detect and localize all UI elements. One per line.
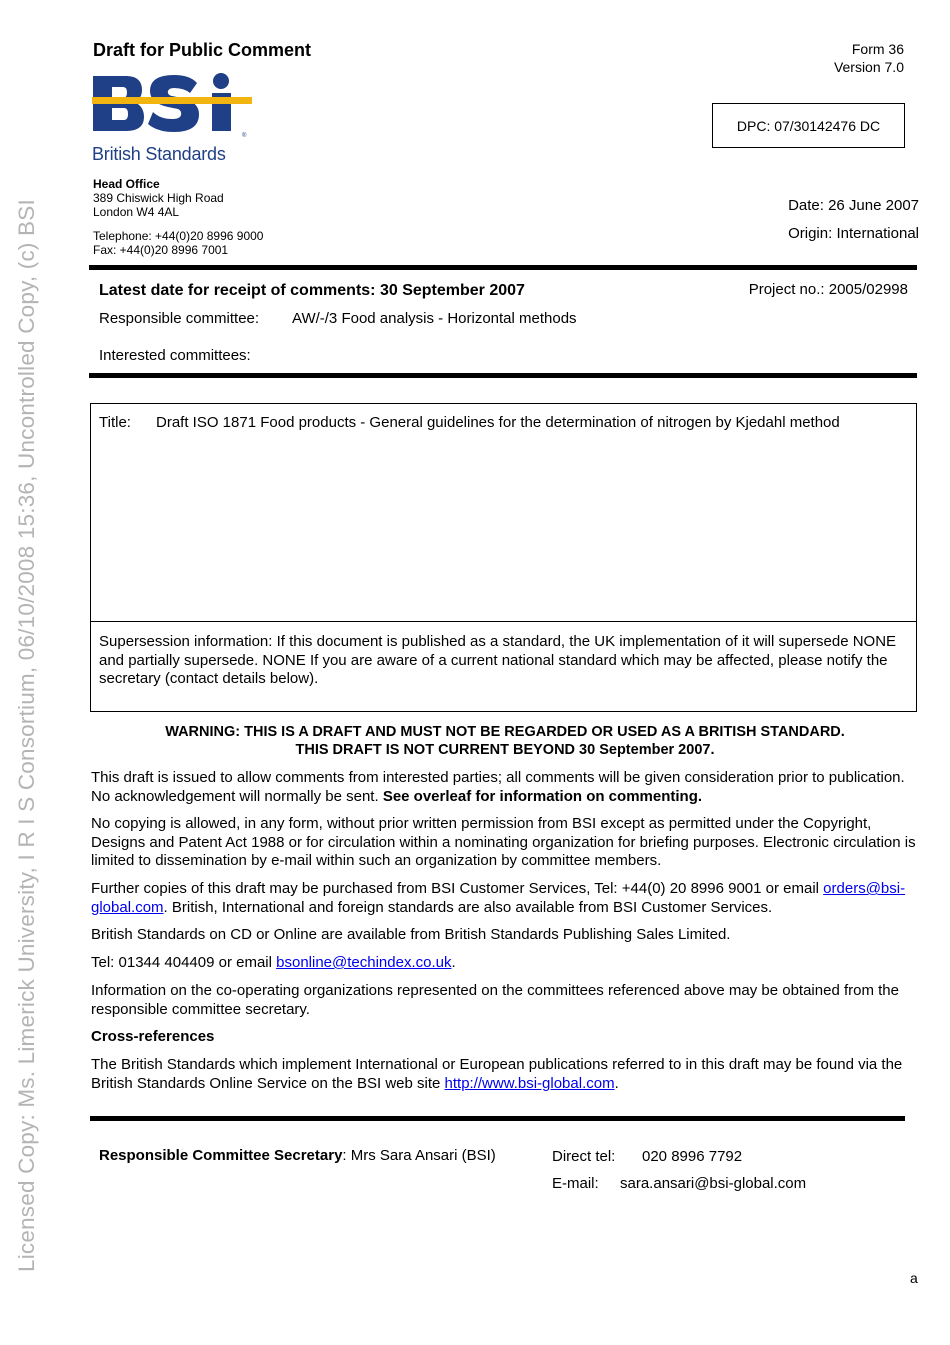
paragraph-further-copies-text: Further copies of this draft may be purchased from BSI Customer Services, Tel: +44(0) 20 8996 9001 or email (91, 880, 824, 897)
interested-committees-label: Interested committees: (99, 347, 251, 364)
supersession-info: Supersession information: If this document is published as a standard, the UK implementation of it will supersede NONE and partially supersede. NONE If you are aware of a current national standard which may be affected, please notify the secretary (contact details below). (99, 633, 897, 687)
responsible-committee-value: AW/-/3 Food analysis - Horizontal methods (292, 310, 577, 327)
divider-top (89, 265, 917, 270)
head-office-address (93, 177, 263, 257)
paragraph-tel (91, 954, 921, 973)
secretary-label: Responsible Committee Secretary (99, 1147, 343, 1164)
address-line-2: London W4 4AL (93, 205, 180, 219)
head-office-title: Head Office (93, 177, 160, 191)
secretary-email (552, 1175, 807, 1192)
bsi-website-link[interactable]: http://www.bsi-global.com (444, 1074, 615, 1092)
bsi-logo-letters (92, 73, 252, 139)
document-origin: Origin: International (788, 225, 919, 242)
responsible-committee-label: Responsible committee: (99, 310, 260, 327)
orders-email-link[interactable]: orders@bsi-global.com (91, 880, 906, 916)
draft-title: Draft for Public Comment (93, 40, 312, 60)
title-value: Draft ISO 1871 Food products - General guidelines for the determination of nitrogen by Kjedahl method (156, 414, 840, 431)
form-version: Version 7.0 (833, 59, 904, 75)
paragraph-cross-references-end: . (614, 1074, 619, 1092)
paragraph-cd-online: British Standards on CD or Online are available from British Standards Publishing Sales Limited. (91, 926, 731, 943)
paragraph-cooperating: Information on the co-operating organizations represented on the committees referenced above may be obtained from the responsible committee secretary. (91, 982, 899, 1018)
form-info (834, 40, 904, 76)
dpc-reference-box (712, 103, 905, 148)
paragraph-tel-text: Tel: 01344 404409 or email (91, 954, 277, 971)
logo-text: British Standards (92, 144, 226, 164)
warning-line-2: THIS DRAFT IS NOT CURRENT BEYOND 30 September 2007. (295, 742, 715, 758)
licensed-copy-watermark (0, 0, 39, 1345)
paragraph-cross-references-text: The British Standards which implement International or European publications referred to in this draft may be found via the British Standards Online Service on the BSI web site (91, 1056, 903, 1092)
svg-text:®: ® (242, 133, 247, 139)
paragraph-copyright: No copying is allowed, in any form, without prior written permission from BSI except as permitted under the Copyright, Designs and Patent Act 1988 or for circulation within a nominating organization for briefing purposes. Electronic circulation is limited to dissemination by e-mail within such an organization by committee members. (91, 815, 916, 869)
page-letter: a (910, 1270, 918, 1286)
date-origin (788, 192, 919, 248)
email-label: E-mail: (552, 1175, 599, 1192)
title-box-separator (90, 621, 917, 622)
paragraph-comments (91, 769, 921, 806)
document-date: Date: 26 June 2007 (788, 197, 919, 214)
see-overleaf-note: See overleaf for information on commenting. (382, 787, 703, 805)
latest-comment-date: Latest date for receipt of comments: 30 September 2007 (99, 282, 525, 299)
form-number: Form 36 (851, 41, 904, 57)
paragraph-cross-references (91, 1056, 921, 1093)
direct-tel (552, 1148, 743, 1165)
paragraph-comments-text: This draft is issued to allow comments from interested parties; all comments will be given consideration prior to publication. No acknowledgement will normally be sent. (91, 769, 905, 805)
committee-secretary (99, 1147, 496, 1164)
paragraph-further-copies-text-end: . British, International and foreign standards are also available from BSI Customer Services. (163, 898, 773, 916)
divider-footer (90, 1116, 905, 1121)
watermark-text: Licensed Copy: Ms. Limerick University, I R I S Consortium, 06/10/2008 15:36, Uncontrolled Copy, (c) BSI (14, 199, 39, 1272)
telephone: Telephone: +44(0)20 8996 9000 (93, 229, 264, 243)
address-line-1: 389 Chiswick High Road (93, 191, 224, 205)
paragraph-tel-end: . (451, 954, 456, 971)
project-number: Project no.: 2005/02998 (748, 281, 908, 298)
email-value: sara.ansari@bsi-global.com (620, 1175, 807, 1192)
paragraph-further-copies (91, 880, 921, 917)
fax: Fax: +44(0)20 8996 7001 (93, 243, 229, 257)
secretary-value: : Mrs Sara Ansari (BSI) (342, 1147, 496, 1164)
title-label: Title: (99, 414, 131, 431)
direct-tel-label: Direct tel: (552, 1148, 616, 1165)
responsible-committee (99, 310, 577, 327)
cross-references-heading: Cross-references (91, 1028, 215, 1045)
bsonline-email-link[interactable]: bsonline@techindex.co.uk (276, 954, 452, 971)
warning-line-1: WARNING: THIS IS A DRAFT AND MUST NOT BE REGARDED OR USED AS A BRITISH STANDARD. (165, 724, 845, 740)
dpc-reference: DPC: 07/30142476 DC (736, 117, 881, 134)
document-title (99, 414, 840, 431)
direct-tel-value: 020 8996 7792 (642, 1148, 743, 1165)
divider-middle (89, 373, 917, 378)
draft-warning (90, 723, 920, 759)
